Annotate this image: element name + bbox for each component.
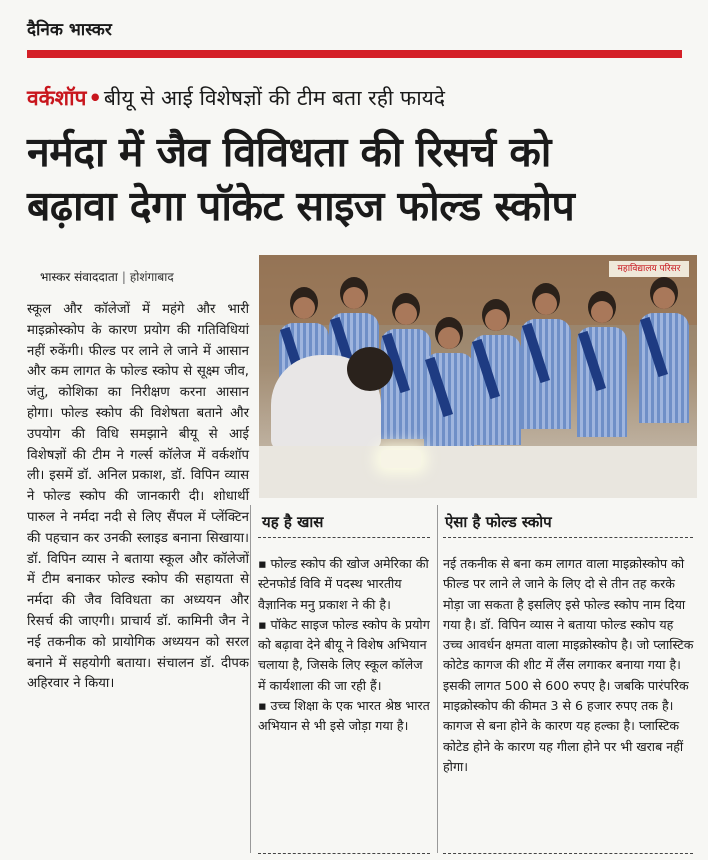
- student-figure: [639, 277, 689, 423]
- student-figure: [521, 283, 571, 429]
- column-divider: [250, 505, 251, 853]
- khas-item: ▪ फोल्ड स्कोप की खोज अमेरिका की स्टेनफोर्ड विवि में पदस्थ भारतीय वैज्ञानिक मनु प्रकाश ने की है।: [258, 556, 429, 612]
- khas-item: ▪ पॉकेट साइज फोल्ड स्कोप के प्रयोग को बढ़ावा देने बीयू ने विशेष अभियान चलाया है, जिसके लिए स्कूल कॉलेज में कार्यशाला की जा रही हैं।: [258, 616, 430, 693]
- section-heading-khas: यह है खास: [262, 513, 324, 531]
- student-figure: [577, 291, 627, 437]
- byline: [40, 268, 174, 285]
- student-figure: [471, 299, 521, 445]
- kicker-subheading: बीयू से आई विशेषज्ञों की टीम बता रही फायदे: [103, 86, 445, 110]
- byline-location: होशंगाबाद: [129, 270, 174, 284]
- section-rule: [443, 537, 693, 538]
- article-body: स्कूल और कॉलेजों में महंगे और भारी माइक्रोस्कोप के कारण प्रयोग की गतिविधियां नहीं रुकेंगी। फील्ड पर लाने ले जाने में आसान और कम लागत के फोल्ड स्कोप से सूक्ष्म जीव, जंतु, कोशिका का निरीक्षण करना आसान होगा। फोल्ड स्कोप की विशेषता बताने और उपयोग की विधि समझाने बीयू से आई विशेषज्ञों की टीम ने गर्ल्स कॉलेज में वर्कशॉप ली। इसमें डॉ. अनिल प्रकाश, डॉ. विपिन व्यास ने फोल्ड स्कोप की जानकारी दी। शोधार्थी पारुल ने नर्मदा नदी से लिए सैंपल में प्लेंक्टिन की पहचान कर उनकी स्लाइड बनाना सिखाया। डॉ. विपिन व्यास ने बताया स्कूल और कॉलेजों में टीम बनाकर फोल्ड स्कोप की सहायता से नर्मदा की जैव विविधता का अध्ययन और रिसर्च की जाएगी। प्राचार्य डॉ. कामिनी जैन ने नई तकनीक को प्रायोगिक अध्ययन को सरल बनाने में सहयोगी बताया। संचालन डॉ. दीपक अहिरवार ने किया।: [27, 302, 249, 692]
- bottom-rule: [443, 853, 693, 854]
- byline-separator: |: [121, 270, 126, 284]
- headline: [27, 125, 687, 233]
- fold-scope-text: नई तकनीक से बना कम लागत वाला माइक्रोस्कोप को फील्ड पर लाने ले जाने के लिए दो से तीन तह करके मोड़ा जा सकता है इसलिए इसे फोल्ड स्कोप नाम दिया गया है। डॉ. विपिन व्यास ने बताया फोल्ड स्कोप यह उच्च आवर्धन क्षमता वाला माइक्रोस्कोप है। जो प्लास्टिक कोटेड कागज की शीट में लैंस लगाकर बनाया गया है। इसकी लागत 500 से 600 रुपए है। जबकि पारंपरिक माइक्रोस्कोप की कीमत 3 से 6 हजार रुपए तक है। कागज से बना होने के कारण यह हल्का है। प्लास्टिक कोटेड होने के कारण यह गीला होने पर भी खराब नहीं होगा।: [443, 556, 694, 774]
- work-table: [259, 446, 697, 498]
- microscope-light: [381, 450, 421, 468]
- kicker: [27, 84, 445, 112]
- student-figure: [424, 317, 474, 463]
- headline-line-1: नर्मदा में जैव विविधता की रिसर्च को: [27, 128, 551, 176]
- byline-reporter: भास्कर संवाददाता: [40, 270, 118, 284]
- kicker-bullet: •: [88, 86, 102, 110]
- kicker-label: वर्कशॉप: [27, 86, 87, 110]
- section-heading-fold-scope: ऐसा है फोल्ड स्कोप: [445, 513, 552, 531]
- masthead-red-bar: [27, 50, 682, 58]
- photo-wall-sign: महाविद्यालय परिसर: [609, 261, 689, 277]
- khas-item: ▪ उच्च शिक्षा के एक भारत श्रेष्ठ भारत अभियान से भी इसे जोड़ा गया है।: [258, 698, 430, 734]
- column-divider: [437, 505, 438, 853]
- masthead-logo: दैनिक भास्कर: [27, 20, 112, 40]
- section-rule: [258, 537, 430, 538]
- bottom-rule: [258, 853, 430, 854]
- headline-line-2: बढ़ावा देगा पॉकेट साइज फोल्ड स्कोप: [27, 182, 575, 230]
- workshop-photo: [259, 255, 697, 498]
- khas-list: [258, 554, 432, 737]
